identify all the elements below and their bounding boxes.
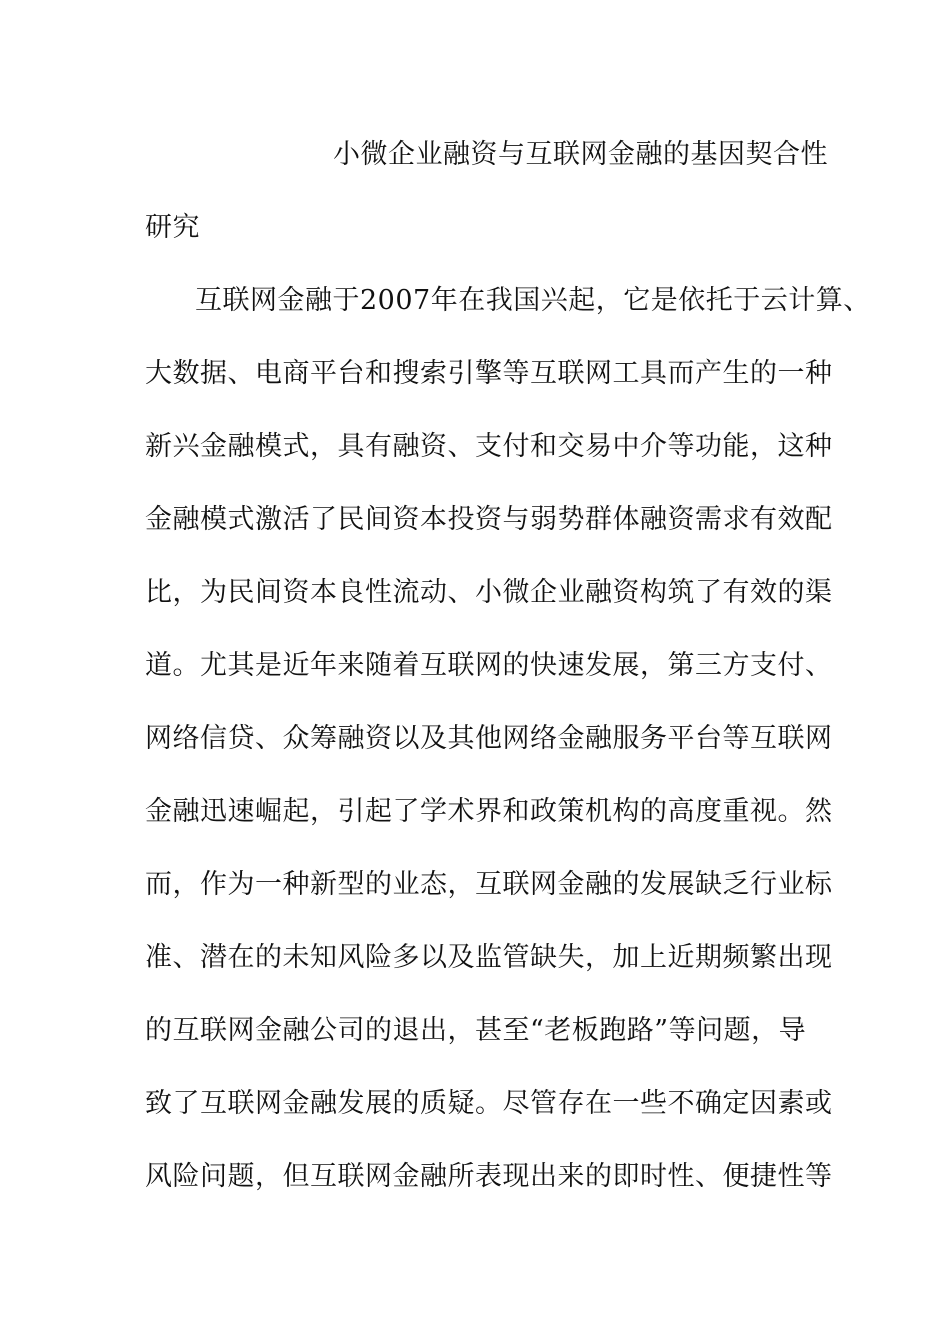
document-title-line-2: 研究: [145, 212, 200, 243]
paragraph-line: 而，作为一种新型的业态，互联网金融的发展缺乏行业标: [145, 869, 833, 900]
paragraph-line: 新兴金融模式，具有融资、支付和交易中介等功能，这种: [145, 431, 833, 462]
document-title-line-1: 小微企业融资与互联网金融的基因契合性: [333, 139, 828, 170]
paragraph-line: 金融迅速崛起，引起了学术界和政策机构的高度重视。然: [145, 796, 833, 827]
paragraph-line: 致了互联网金融发展的质疑。尽管存在一些不确定因素或: [145, 1088, 833, 1119]
paragraph-line: 道。尤其是近年来随着互联网的快速发展，第三方支付、: [145, 650, 833, 681]
paragraph-line: 网络信贷、众筹融资以及其他网络金融服务平台等互联网: [145, 723, 833, 754]
paragraph-line: 的互联网金融公司的退出，甚至“老板跑路”等问题，导: [145, 1015, 807, 1046]
paragraph-line: 大数据、电商平台和搜索引擎等互联网工具而产生的一种: [145, 358, 833, 389]
paragraph-line: 风险问题，但互联网金融所表现出来的即时性、便捷性等: [145, 1161, 833, 1192]
paragraph-line: 比，为民间资本良性流动、小微企业融资构筑了有效的渠: [145, 577, 833, 608]
paragraph-line: 互联网金融于2007年在我国兴起，它是依托于云计算、: [195, 285, 871, 316]
paragraph-line: 金融模式激活了民间资本投资与弱势群体融资需求有效配: [145, 504, 833, 535]
paragraph-line: 准、潜在的未知风险多以及监管缺失，加上近期频繁出现: [145, 942, 833, 973]
